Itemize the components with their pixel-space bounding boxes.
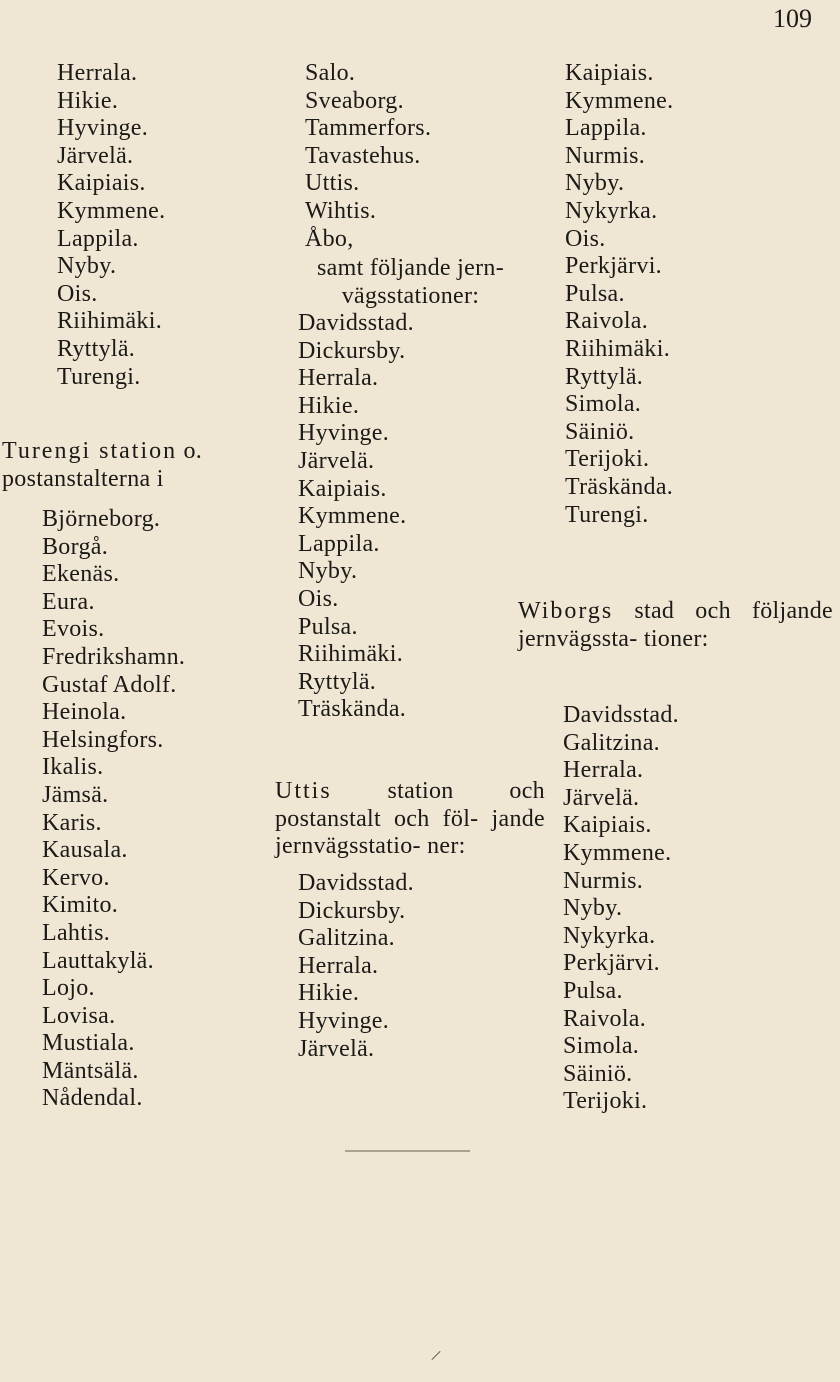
page-rule xyxy=(345,1150,470,1152)
heading-railway-stations: samt följande jern- vägsstationer: xyxy=(317,255,504,309)
list-item: Björneborg. xyxy=(42,506,161,532)
station-list-col3 xyxy=(565,60,673,529)
list-item: Terijoki. xyxy=(565,446,650,473)
list-item: Järvelä. xyxy=(563,784,640,811)
list-item: Nyby. xyxy=(565,170,625,197)
list-item: Träskända. xyxy=(565,473,674,500)
heading-uttis-rest: station och postanstalt och föl- jande jernvägsstatio- ner: xyxy=(275,778,545,860)
list-item: Nyby. xyxy=(57,253,117,280)
list-item: Kymmene. xyxy=(563,839,672,866)
list-item: Turengi. xyxy=(565,501,649,528)
list-item: Kimito. xyxy=(42,892,119,919)
list-item: Riihimäki. xyxy=(298,641,403,668)
list-item: Ryttylä. xyxy=(57,335,136,362)
list-item: Träskända. xyxy=(298,696,407,723)
heading-wiborgs-lead: Wiborgs xyxy=(518,598,614,624)
station-list-col2 xyxy=(305,60,431,253)
list-item: Nykyrka. xyxy=(563,922,656,949)
list-item: Dickursby. xyxy=(298,337,406,364)
list-item: Ikalis. xyxy=(42,754,104,781)
list-item: Järvelä. xyxy=(57,142,134,169)
list-item: Mustiala. xyxy=(42,1030,135,1057)
list-item: Gustaf Adolf. xyxy=(42,671,177,698)
list-item: Lojo. xyxy=(42,975,95,1002)
list-item: Simola. xyxy=(565,391,642,418)
list-item: Åbo, xyxy=(305,225,354,252)
list-item: Herrala. xyxy=(298,952,379,979)
heading-turengi-lead: Turengi station xyxy=(2,438,178,464)
list-item: Tammerfors. xyxy=(305,115,432,142)
list-item: Kymmene. xyxy=(57,197,166,224)
list-item: Kervo. xyxy=(42,864,110,891)
list-item: Salo. xyxy=(305,60,356,86)
page-number: 109 xyxy=(773,4,812,33)
heading-uttis-lead: Uttis xyxy=(275,778,332,804)
list-item: Järvelä. xyxy=(298,447,375,474)
list-item: Davidsstad. xyxy=(563,702,679,728)
list-item: Pulsa. xyxy=(298,613,358,640)
list-item: Hikie. xyxy=(298,392,360,419)
list-item: Riihimäki. xyxy=(565,335,670,362)
list-item: Ryttylä. xyxy=(298,668,377,695)
list-item: Herrala. xyxy=(298,365,379,392)
list-item: Nurmis. xyxy=(565,142,646,169)
list-item: Herrala. xyxy=(563,757,644,784)
list-item: Hyvinge. xyxy=(298,1007,390,1034)
list-item: Säiniö. xyxy=(565,418,635,445)
list-item: Borgå. xyxy=(42,533,109,560)
heading-turengi-rest: o. postanstalterna i xyxy=(2,438,203,492)
heading-uttis xyxy=(275,778,545,861)
list-item: Kymmene. xyxy=(298,503,407,530)
list-item: Heinola. xyxy=(42,699,127,726)
list-item: Davidsstad. xyxy=(298,310,414,336)
list-item: Hikie. xyxy=(298,980,360,1007)
list-item: Raivola. xyxy=(565,308,649,335)
list-item: Davidsstad. xyxy=(298,870,414,896)
list-item: Raivola. xyxy=(563,1005,647,1032)
list-item: Lovisa. xyxy=(42,1002,116,1029)
list-item: Perkjärvi. xyxy=(563,950,660,977)
list-item: Kaipiais. xyxy=(57,170,146,197)
list-item: Wihtis. xyxy=(305,197,377,224)
heading-wiborgs-rest: stad och följande jernvägssta- tioner: xyxy=(518,598,833,652)
list-item: Lappila. xyxy=(57,225,139,252)
list-item: Ois. xyxy=(57,280,98,307)
list-item: Säiniö. xyxy=(563,1060,633,1087)
list-item: Pulsa. xyxy=(563,977,623,1004)
list-item: Nykyrka. xyxy=(565,197,658,224)
list-item: Eura. xyxy=(42,588,95,615)
list-item: Ryttylä. xyxy=(565,363,644,390)
list-item: Uttis. xyxy=(305,170,360,197)
list-item: Jämsä. xyxy=(42,781,109,808)
railway-list-wiborgs xyxy=(563,702,679,1116)
list-item: Hyvinge. xyxy=(298,420,390,447)
list-item: Perkjärvi. xyxy=(565,253,662,280)
list-item: Lauttakylä. xyxy=(42,947,154,974)
heading-turengi xyxy=(2,438,272,493)
list-item: Evois. xyxy=(42,616,105,643)
list-item: Mäntsälä. xyxy=(42,1057,139,1084)
list-item: Karis. xyxy=(42,809,102,836)
list-item: Fredrikshamn. xyxy=(42,643,186,670)
list-item: Ois. xyxy=(298,585,339,612)
list-item: Kaipiais. xyxy=(298,475,387,502)
list-item: Lappila. xyxy=(298,530,380,557)
railway-list-col2 xyxy=(298,310,414,724)
railway-list-uttis xyxy=(298,870,414,1063)
list-item: Pulsa. xyxy=(565,280,625,307)
ink-mark xyxy=(431,1351,440,1360)
list-item: Turengi. xyxy=(57,363,141,390)
list-item: Nurmis. xyxy=(563,867,644,894)
list-item: Ois. xyxy=(565,225,606,252)
list-item: Hyvinge. xyxy=(57,115,149,142)
list-item: Terijoki. xyxy=(563,1088,648,1115)
list-item: Nyby. xyxy=(298,558,358,585)
station-list-col1 xyxy=(57,60,165,391)
list-item: Nyby. xyxy=(563,895,623,922)
list-item: Nådendal. xyxy=(42,1085,143,1112)
list-item: Ekenäs. xyxy=(42,561,120,588)
list-item: Järvelä. xyxy=(298,1035,375,1062)
list-item: Galitzina. xyxy=(298,925,395,952)
list-item: Tavastehus. xyxy=(305,142,421,169)
list-item: Simola. xyxy=(563,1033,640,1060)
list-item: Herrala. xyxy=(57,60,138,86)
list-item: Dickursby. xyxy=(298,897,406,924)
list-item: Kausala. xyxy=(42,837,128,864)
list-item: Riihimäki. xyxy=(57,308,162,335)
list-item: Lahtis. xyxy=(42,919,111,946)
postal-list-turengi xyxy=(42,506,185,1113)
list-item: Kaipiais. xyxy=(563,812,652,839)
heading-wiborgs xyxy=(518,598,833,653)
list-item: Hikie. xyxy=(57,87,119,114)
list-item: Lappila. xyxy=(565,115,647,142)
list-item: Kymmene. xyxy=(565,87,674,114)
list-item: Sveaborg. xyxy=(305,87,404,114)
list-item: Kaipiais. xyxy=(565,60,654,86)
list-item: Helsingfors. xyxy=(42,726,164,753)
list-item: Galitzina. xyxy=(563,729,660,756)
